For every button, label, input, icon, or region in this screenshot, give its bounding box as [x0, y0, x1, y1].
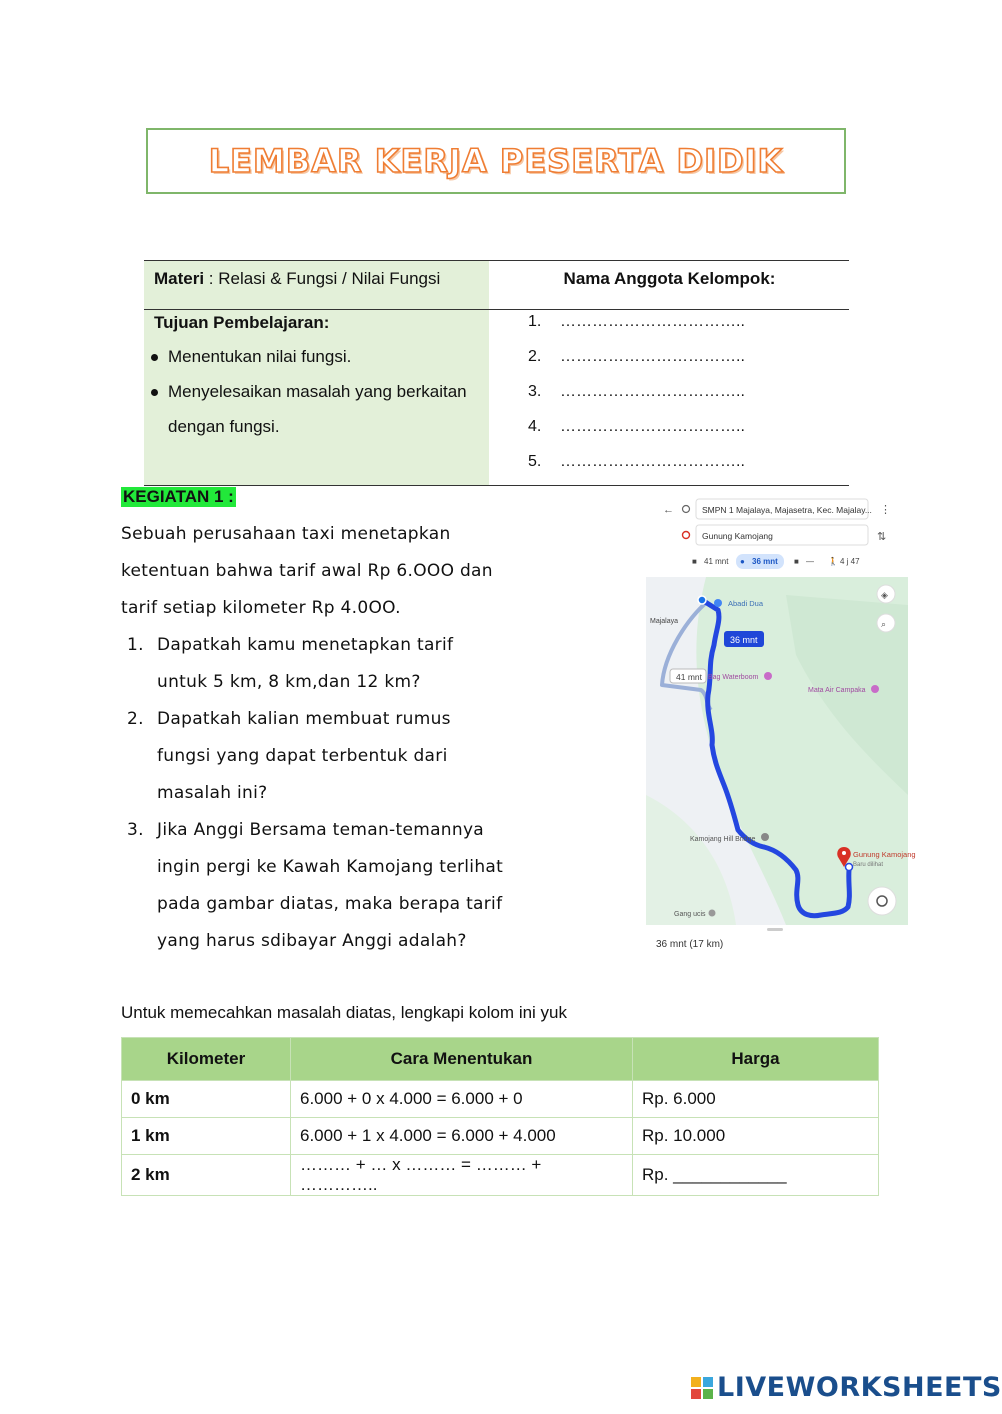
back-arrow-icon: ←: [663, 504, 674, 516]
question-line: pada gambar diatas, maka berapa tarif: [157, 894, 503, 914]
locate-icon[interactable]: [868, 887, 896, 915]
info-separator: [144, 309, 849, 310]
place-label: Kamojang Hill Bridge: [690, 836, 756, 843]
route-label-alt: 41 mnt: [676, 672, 702, 682]
school-icon: [714, 599, 722, 607]
place-label: Majalaya: [650, 618, 679, 625]
logo-text: LIVEWORKSHEETS: [717, 1372, 1002, 1403]
route-map: [646, 495, 916, 955]
question-line: Jika Anggi Bersama teman-temannya: [157, 820, 485, 840]
table-row[interactable]: [122, 1155, 879, 1196]
question-number: 1.: [127, 635, 144, 655]
member-number: 4.: [528, 418, 542, 435]
title-box: [146, 128, 846, 194]
transit-icon: ■: [794, 557, 799, 566]
member-number: 1.: [528, 313, 542, 330]
tujuan-text: Menentukan nilai fungsi.: [168, 347, 352, 366]
more-icon: ⋮: [880, 504, 891, 516]
mode-bike[interactable]: 36 mnt: [752, 557, 778, 566]
member-blank[interactable]: ……………………………..: [560, 348, 745, 365]
member-number: 2.: [528, 348, 542, 365]
materi-label: Materi: [154, 269, 205, 288]
member-row[interactable]: [528, 348, 745, 366]
route-summary: 36 mnt (17 km): [656, 939, 724, 950]
cara-cell: 6.000 + 1 x 4.000 = 6.000 + 4.000: [291, 1118, 633, 1155]
tujuan-text: Menyelesaikan masalah yang berkaitan: [168, 382, 467, 401]
member-number: 5.: [528, 453, 542, 470]
tujuan-item: [151, 347, 351, 367]
question-line: Dapatkah kalian membuat rumus: [157, 709, 451, 729]
bullet-icon: [151, 354, 158, 361]
member-row[interactable]: [528, 453, 745, 471]
tujuan-heading: Tujuan Pembelajaran:: [154, 313, 330, 332]
poi-icon: [709, 910, 716, 917]
place-label: Bag Waterboom: [708, 674, 759, 681]
header-cara: Cara Menentukan: [291, 1038, 633, 1081]
destination-field[interactable]: Gunung Kamojang: [702, 531, 773, 541]
destination-label: Gunung Kamojang: [853, 850, 916, 859]
question-line: ingin pergi ke Kawah Kamojang terlihat: [157, 857, 504, 877]
tujuan-item: [151, 382, 467, 402]
walk-icon: 🚶: [828, 557, 838, 566]
cara-answer-cell[interactable]: ……… + … x ……… = ……… + …………..: [291, 1155, 633, 1196]
svg-text:⌕: ⌕: [881, 619, 887, 629]
km-cell: 2 km: [122, 1155, 291, 1196]
waterpark-icon: [764, 672, 772, 680]
question-line: masalah ini?: [157, 783, 268, 803]
member-blank[interactable]: ……………………………..: [560, 313, 745, 330]
swap-icon: ⇅: [877, 531, 887, 543]
question-number: 2.: [127, 709, 144, 729]
tarif-table: [121, 1037, 879, 1196]
origin-marker-icon: [698, 596, 706, 604]
info-left-panel: [144, 261, 489, 485]
member-blank[interactable]: ……………………………..: [560, 383, 745, 400]
header-kilometer: Kilometer: [122, 1038, 291, 1081]
member-row[interactable]: [528, 383, 745, 401]
route-label-main: 36 mnt: [730, 635, 758, 645]
place-label: Mata Air Campaka: [808, 687, 866, 694]
member-row[interactable]: [528, 313, 745, 331]
table-row: [122, 1118, 879, 1155]
origin-field[interactable]: SMPN 1 Majalaya, Majasetra, Kec. Majalay...: [702, 505, 872, 515]
story-line: ketentuan bahwa tarif awal Rp 6.OOO dan: [121, 561, 493, 581]
km-cell: 0 km: [122, 1081, 291, 1118]
harga-answer-cell[interactable]: Rp. ____________: [633, 1155, 879, 1196]
bullet-icon: [151, 389, 158, 396]
table-header-row: [122, 1038, 879, 1081]
question-line: Dapatkah kamu menetapkan tarif: [157, 635, 454, 655]
tujuan-item-continued: dengan fungsi.: [168, 417, 280, 436]
spring-icon: [871, 685, 879, 693]
table-row: [122, 1081, 879, 1118]
story-line: Sebuah perusahaan taxi menetapkan: [121, 524, 451, 544]
km-cell: 1 km: [122, 1118, 291, 1155]
liveworksheets-icon: [690, 1376, 714, 1400]
bike-icon: ●: [740, 557, 745, 566]
harga-cell: Rp. 6.000: [633, 1081, 879, 1118]
member-number: 3.: [528, 383, 542, 400]
liveworksheets-logo[interactable]: [690, 1372, 1002, 1403]
members-heading: Nama Anggota Kelompok:: [563, 269, 776, 288]
question-number: 3.: [127, 820, 144, 840]
materi-line: [154, 269, 440, 289]
car-icon: ■: [692, 557, 697, 566]
cara-cell: 6.000 + 0 x 4.000 = 6.000 + 0: [291, 1081, 633, 1118]
svg-text:◈: ◈: [881, 590, 888, 600]
header-harga: Harga: [633, 1038, 879, 1081]
page-title: LEMBAR KERJA PESERTA DIDIK: [208, 142, 784, 180]
member-blank[interactable]: ……………………………..: [560, 453, 745, 470]
question-line: yang harus sdibayar Anggi adalah?: [157, 931, 467, 951]
mode-walk[interactable]: 4 j 47: [840, 557, 860, 566]
place-label: Abadi Dua: [728, 599, 764, 608]
member-blank[interactable]: ……………………………..: [560, 418, 745, 435]
kegiatan-label: KEGIATAN 1 :: [123, 487, 234, 506]
materi-value: : Relasi & Fungsi / Nilai Fungsi: [204, 269, 441, 288]
table-instruction: Untuk memecahkan masalah diatas, lengkapi kolom ini yuk: [121, 1003, 568, 1022]
question-line: fungsi yang dapat terbentuk dari: [157, 746, 448, 766]
story-line: tarif setiap kilometer Rp 4.0OO.: [121, 598, 401, 618]
place-label: Gang ucis: [674, 911, 706, 918]
mode-car[interactable]: 41 mnt: [704, 557, 729, 566]
mode-transit[interactable]: —: [806, 557, 814, 566]
destination-sublabel: Baru dilihat: [853, 862, 884, 868]
question-line: untuk 5 km, 8 km,dan 12 km?: [157, 672, 421, 692]
member-row[interactable]: [528, 418, 745, 436]
harga-cell: Rp. 10.000: [633, 1118, 879, 1155]
bridge-icon: [761, 833, 769, 841]
